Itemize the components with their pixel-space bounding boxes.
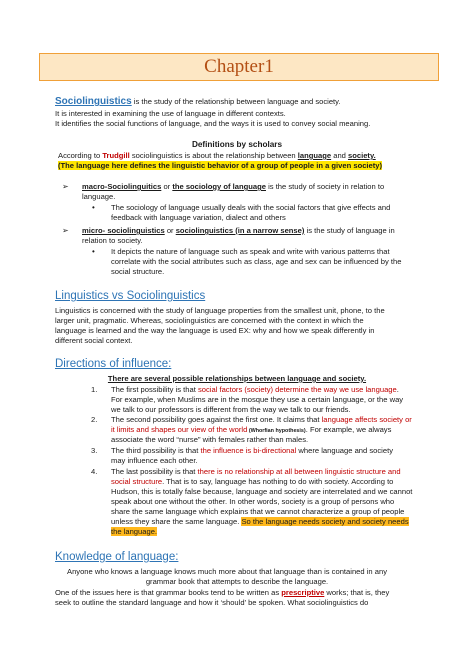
- item4-line-4: speak about one without the other. In other words, society is a group of persons who: [111, 497, 395, 506]
- item4-line-6: unless they share the same language. So the language needs society and society needs: [111, 517, 409, 526]
- knowledge-line-1: Anyone who knows a language knows much more about that language than is contained in any: [67, 567, 387, 576]
- item1-line-3: we talk to our professors is different from the way we talk to our friends.: [111, 405, 351, 414]
- arrow-bullet-icon: ➢: [62, 226, 69, 235]
- item1-line-1: The first possibility is that social factors (society) determine the way we use language.: [111, 385, 399, 394]
- language-defines-line: (The language here defines the linguistic behavior of a group of people in a given society): [58, 161, 383, 170]
- knowledge-line-3: One of the issues here is that grammar books tend to be written as prescriptive works; that is, they: [55, 588, 390, 597]
- micro-sub-3: social structure.: [111, 267, 165, 276]
- chapter-title-box: [39, 53, 439, 81]
- micro-sub-1: It depicts the nature of language such as speak and write with various patterns that: [111, 247, 390, 256]
- item4-line-3: Hudson, this is totally false because, language and society are interrelated and we cannot: [111, 487, 413, 496]
- item1-line-2: For example, when Muslims are in the mosque they use a certain language, or the way: [111, 395, 404, 404]
- macro-line-1: macro-Sociolinguitics or the sociology of language is the study of society in relation to: [82, 182, 385, 191]
- directions-subheading: There are several possible relationships between language and society.: [107, 374, 367, 383]
- trudgill-name: Trudgill: [102, 151, 130, 160]
- intro-line-2: It is interested in examining the use of language in different contexts.: [55, 109, 286, 118]
- sociolinguistics-term: Sociolinguistics: [55, 96, 132, 107]
- ling-vs-line-4: different social context.: [55, 336, 133, 345]
- item-number: 1.: [91, 385, 98, 394]
- arrow-bullet-icon: ➢: [62, 182, 69, 191]
- intro-line-3: It identifies the social functions of language, and the ways it is used to convey social meaning.: [55, 119, 371, 128]
- ling-vs-line-2: larger unit, pragmatic. Whereas, sociolinguistics are concerned with the context in which the: [55, 316, 364, 325]
- micro-line-2: relation to society.: [82, 236, 143, 245]
- ling-vs-line-3: language is learned and the way the language is used EX: why and how we speak differently in: [55, 326, 375, 335]
- item4-line-7: the language.: [111, 527, 158, 536]
- prescriptive-term: prescriptive: [281, 588, 325, 597]
- micro-line-1: micro- sociolinguistics or sociolinguistics (in a narrow sense) is the study of language in: [82, 226, 395, 235]
- ling-vs-line-1: Linguistics is concerned with the study of language properties from the smallest unit, phone, to the: [55, 306, 385, 315]
- directions-heading: Directions of influence:: [55, 358, 172, 370]
- knowledge-heading: Knowledge of language:: [55, 551, 179, 563]
- item4-line-2: social structure. That is to say, language has nothing to do with society. According to: [111, 477, 394, 486]
- item-number: 4.: [91, 467, 98, 476]
- micro-sub-2: correlate with the social attributes such as class, age and sex can be influenced by the: [111, 257, 402, 266]
- item2-line-2: it limits and shapes our view of the world (Whorfian hypothesis). For example, we always: [111, 425, 392, 434]
- macro-sub-2: feedback with language variation, dialect and others: [111, 213, 286, 222]
- definitions-heading: Definitions by scholars: [191, 140, 283, 149]
- item3-line-2: may influence each other.: [111, 456, 198, 465]
- macro-line-2: language.: [82, 192, 116, 201]
- knowledge-line-2: grammar book that attempts to describe the language.: [145, 577, 329, 586]
- item2-line-1: The second possibility goes against the first one. It claims that language affects society or: [111, 415, 412, 424]
- knowledge-line-4: seek to outline the standard language and how it ‘should’ be spoken. What sociolinguistics do: [55, 598, 369, 607]
- item2-line-3: associate the word “nurse” with females rather than males.: [111, 435, 309, 444]
- item4-line-1: The last possibility is that there is no relationship at all between linguistic structure and: [111, 467, 401, 476]
- item3-line-1: The third possibility is that the influence is bi-directional where language and society: [111, 446, 393, 455]
- item4-line-5: share the same language which explains that we cannot characterize a group of people: [111, 507, 405, 516]
- chapter-title: Chapter1: [204, 56, 274, 77]
- trudgill-line: According to Trudgill sociolinguistics is about the relationship between language and society.: [58, 151, 376, 160]
- linguistics-vs-heading: Linguistics vs Sociolinguistics: [55, 290, 206, 302]
- item-number: 3.: [91, 446, 98, 455]
- dot-bullet-icon: •: [92, 203, 95, 212]
- dot-bullet-icon: •: [92, 247, 95, 256]
- item-number: 2.: [91, 415, 98, 424]
- intro-line-1: Sociolinguistics is the study of the relationship between language and society.: [55, 96, 341, 107]
- macro-sub-1: The sociology of language usually deals with the social factors that give effects and: [111, 203, 391, 212]
